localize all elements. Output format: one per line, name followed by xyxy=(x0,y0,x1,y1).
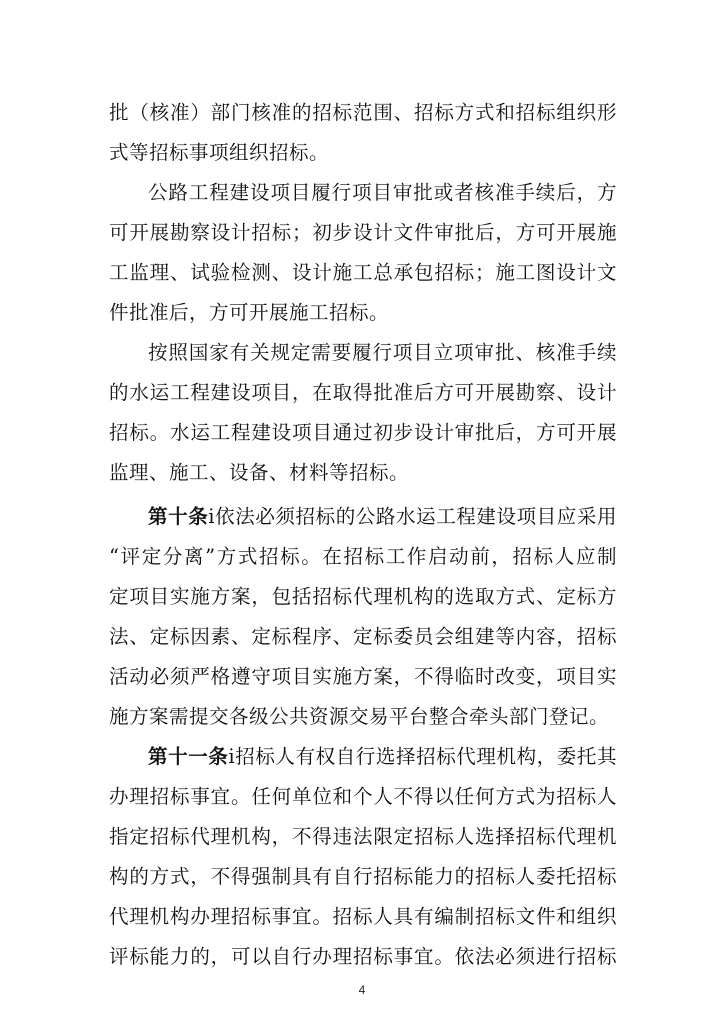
text-line: 法、定标因素、定标程序、定标委员会组建等内容，招标 xyxy=(109,625,617,648)
text-line: 批（核准）部门核准的招标范围、招标方式和招标组织形 xyxy=(109,101,617,124)
text-line: 公路工程建设项目履行项目审批或者核准手续后，方 xyxy=(148,181,617,204)
article-11-heading: 第十一条 xyxy=(148,745,229,768)
text-line: 定项目实施方案，包括招标代理机构的选取方式、定标方 xyxy=(109,585,617,608)
article-10-heading: 第十条 xyxy=(148,505,209,528)
text-line: 评标能力的，可以自行办理招标事宜。依法必须进行招标 xyxy=(109,945,617,968)
text-line: 件批准后，方可开展施工招标。 xyxy=(109,301,390,324)
page-number: 4 xyxy=(358,983,366,997)
text-line: 办理招标事宜。任何单位和个人不得以任何方式为招标人 xyxy=(109,785,617,808)
article-10-first-line xyxy=(148,497,617,537)
article-11-first-line xyxy=(148,737,617,777)
text-line: 的水运工程建设项目，在取得批准后方可开展勘察、设计 xyxy=(109,381,617,404)
text-line: 监理、施工、设备、材料等招标。 xyxy=(109,461,410,484)
text-line: 工监理、试验检测、设计施工总承包招标；施工图设计文 xyxy=(109,261,617,284)
text-line: 指定招标代理机构，不得违法限定招标人选择招标代理机 xyxy=(109,825,617,848)
text-line: 可开展勘察设计招标；初步设计文件审批后，方可开展施 xyxy=(109,221,617,244)
text-line: 代理机构办理招标事宜。招标人具有编制招标文件和组织 xyxy=(109,905,617,928)
text-line: 施方案需提交各级公共资源交易平台整合牵头部门登记。 xyxy=(109,705,610,728)
text-line: “评定分离”方式招标。在招标工作启动前，招标人应制 xyxy=(109,545,617,568)
text-line: 招标。水运工程建设项目通过初步设计审批后，方可开展 xyxy=(109,421,617,444)
text-line: 构的方式，不得强制具有自行招标能力的招标人委托招标 xyxy=(109,865,617,888)
article-10-text: ⅰ依法必须招标的公路水运工程建设项目应采用 xyxy=(208,505,617,528)
article-11-text: ⅰ招标人有权自行选择招标代理机构，委托其 xyxy=(228,745,617,768)
text-line: 按照国家有关规定需要履行项目立项审批、核准手续 xyxy=(148,341,617,364)
text-line: 活动必须严格遵守项目实施方案，不得临时改变，项目实 xyxy=(109,665,617,688)
text-line: 式等招标事项组织招标。 xyxy=(109,141,330,164)
